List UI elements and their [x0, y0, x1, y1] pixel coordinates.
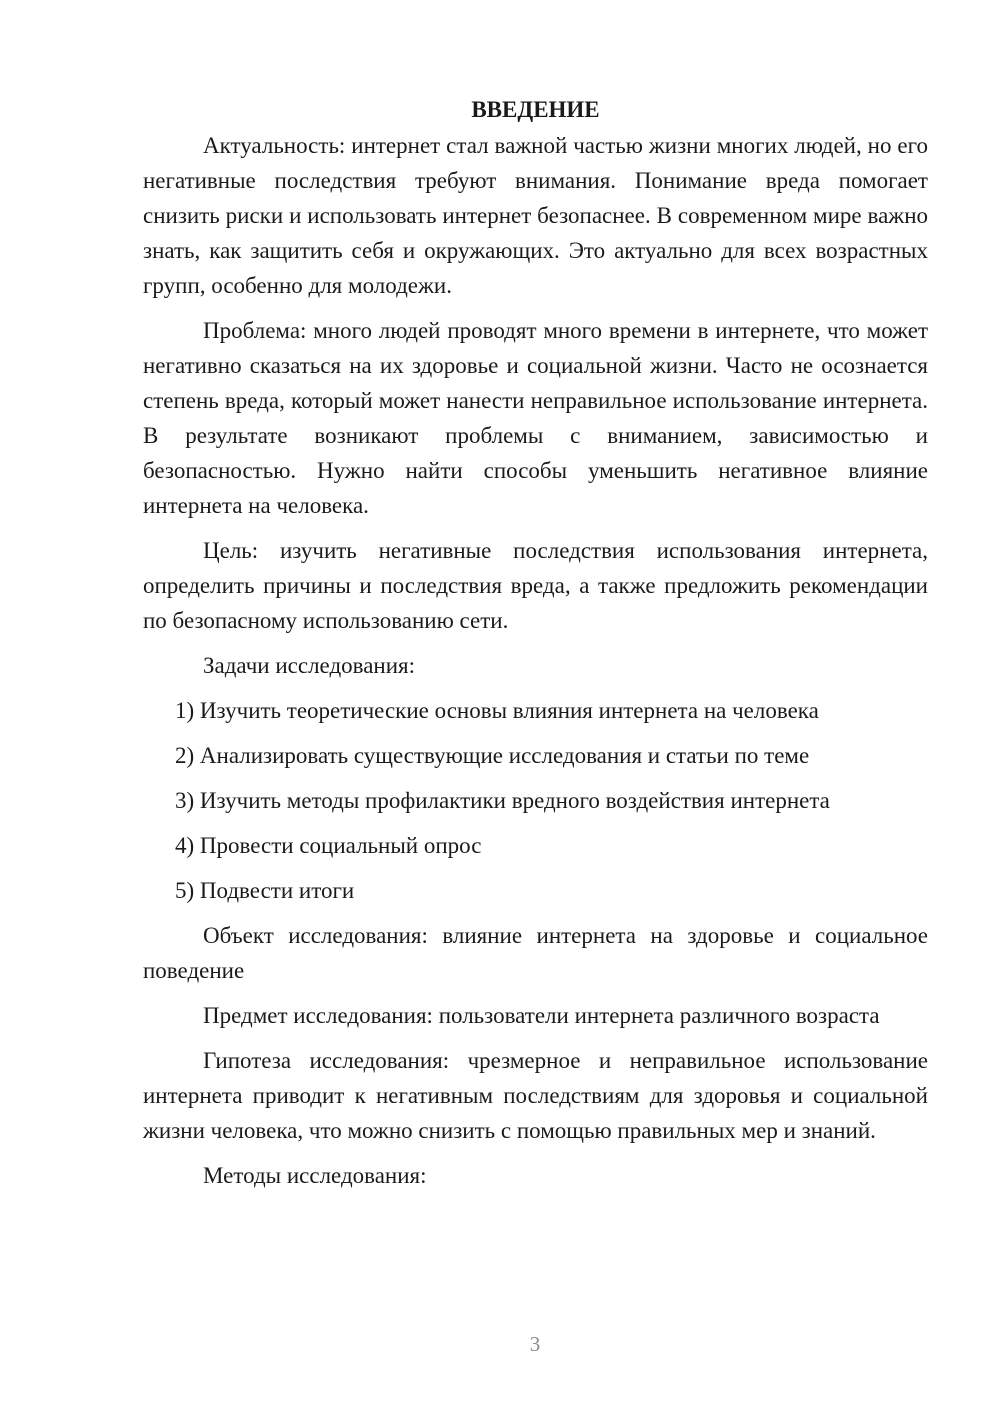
list-item: 2) Анализировать существующие исследования и статьи по теме [175, 743, 810, 768]
goal-paragraph: Цель: изучить негативные последствия использования интернета, определить причины и последствия вреда, а также предложить рекомендации по безопасному использованию сети. [143, 538, 928, 633]
object-paragraph: Объект исследования: влияние интернета на здоровье и социальное поведение [143, 923, 928, 983]
document-page [143, 92, 928, 1203]
tasks-list [143, 693, 928, 908]
list-item: 3) Изучить методы профилактики вредного воздействия интернета [175, 788, 830, 813]
problem-paragraph: Проблема: много людей проводят много времени в интернете, что может негативно сказаться на их здоровье и социальной жизни. Часто не осознается степень вреда, который может нанести неправильное использование интернета. В результате возникают проблемы с вниманием, зависимостью и безопасностью. Нужно найти способы уменьшить негативное влияние интернета на человека. [143, 318, 928, 518]
page-number: 3 [529, 1332, 541, 1356]
methods-title: Методы исследования: [203, 1163, 427, 1188]
list-item: 4) Провести социальный опрос [175, 833, 482, 858]
tasks-title: Задачи исследования: [203, 653, 416, 678]
subject-paragraph: Предмет исследования: пользователи интернета различного возраста [203, 1003, 880, 1028]
list-item: 5) Подвести итоги [175, 878, 355, 903]
list-item: 1) Изучить теоретические основы влияния интернета на человека [175, 698, 819, 723]
page-title: ВВЕДЕНИЕ [471, 97, 600, 122]
hypothesis-paragraph: Гипотеза исследования: чрезмерное и неправильное использование интернета приводит к негативным последствиям для здоровья и социальной жизни человека, что можно снизить с помощью правильных мер и знаний. [143, 1048, 928, 1143]
relevance-paragraph: Актуальность: интернет стал важной частью жизни многих людей, но его негативные последствия требуют внимания. Понимание вреда помогает снизить риски и использовать интернет безопаснее. В современном мире важно знать, как защитить себя и окружающих. Это актуально для всех возрастных групп, особенно для молодежи. [143, 133, 928, 298]
